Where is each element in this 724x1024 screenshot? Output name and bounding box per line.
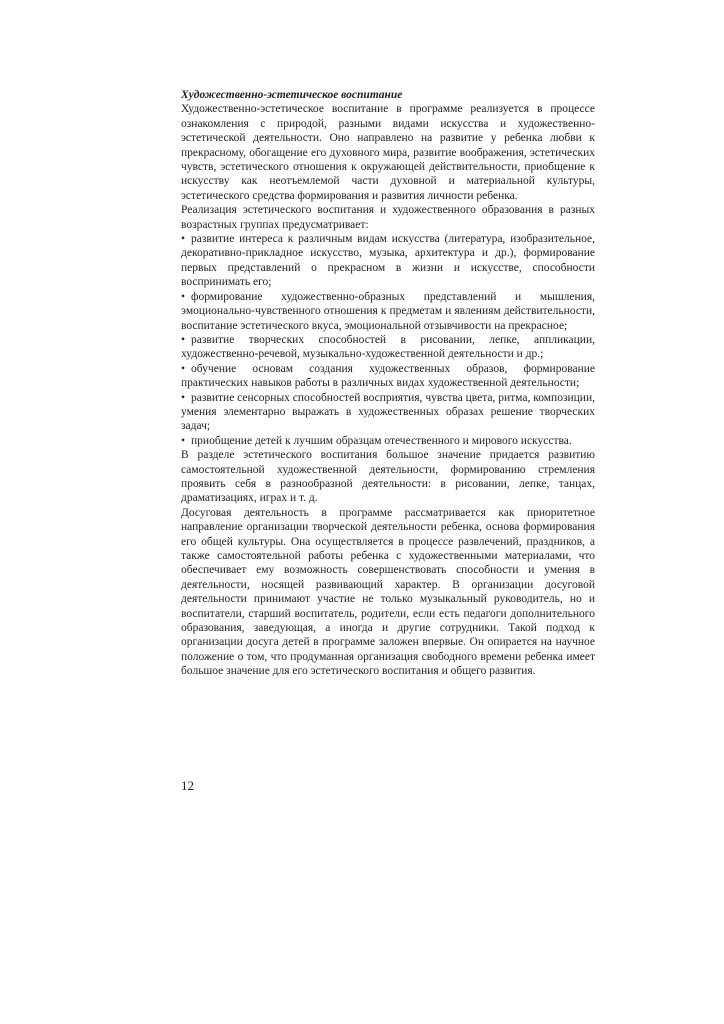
bullet-list	[181, 232, 595, 448]
list-item	[181, 333, 595, 362]
list-item	[181, 434, 595, 448]
bullet-mark: •	[181, 333, 186, 346]
list-item	[181, 290, 595, 333]
list-item-text: развитие интереса к различным видам искусства (литература, изобразительное, декоративно-прикладное искусство, музыка, архитектура и др.), формирование первых представлений о прекрасном в жизни и искусстве, способности воспринимать его;	[181, 233, 595, 289]
bullet-mark: •	[181, 362, 186, 375]
bullet-mark: •	[181, 290, 186, 303]
paragraph-intro: Художественно-эстетическое воспитание в программе реализуется в процессе ознакомления с природой, разными видами искусства и художественно-эстетической деятельности. Оно направлено на развитие у ребенка любви к прекрасному, обогащение его духовного мира, развитие воображения, эстетических чувств, эстетического отношения к окружающей действительности, приобщение к искусству как неотъемлемой части духовной и материальной культуры, эстетического средства формирования и развития личности ребенка.	[181, 103, 595, 202]
list-item	[181, 232, 595, 290]
list-item	[181, 391, 595, 434]
list-item-text: приобщение детей к лучшим образцам отечественного и мирового искусства.	[191, 434, 572, 447]
section-heading: Художественно-эстетическое воспитание	[181, 89, 403, 101]
bullet-mark: •	[181, 391, 186, 404]
list-item-text: развитие творческих способностей в рисовании, лепке, аппликации, художественно-речевой, музыкально-художественной деятельности и др.;	[181, 333, 595, 361]
list-item	[181, 362, 595, 391]
list-item-text: формирование художественно-образных представлений и мышления, эмоционально-чувственного отношения к предметам и явлениям действительности, воспитание эстетического вкуса, эмоциональной отзывчивости на прекрасное;	[181, 290, 595, 332]
bullet-mark: •	[181, 434, 186, 447]
paragraph-aesthetic-section: В разделе эстетического воспитания большое значение придается развитию самостоятельной художественной деятельности, формированию стремления проявить себя в разнообразной деятельности: в рисовании, лепке, танцах, драматизациях, играх и т. д.	[181, 449, 595, 505]
page-number: 12	[181, 778, 194, 793]
list-item-text: развитие сенсорных способностей восприятия, чувства цвета, ритма, композиции, умения элементарно выражать в художественных образах решение творческих задач;	[181, 391, 595, 433]
paragraph-leisure: Досуговая деятельность в программе рассматривается как приоритетное направление организации творческой деятельности ребенка, основа формирования его общей культуры. Она осуществляется в процессе развлечений, праздников, а также самостоятельной работы ребенка с художественными материалами, что обеспечивает ему возможность совершенствовать способности и умения в деятельности, носящей развивающий характер. В организации досуговой деятельности принимают участие не только музыкальный руководитель, но и воспитатели, старший воспитатель, родители, если есть педагоги дополнительного образования, заведующая, а иногда и другие сотрудники. Такой подход к организации досуга детей в программе заложен впервые. Он опирается на научное положение о том, что продуманная организация свободного времени ребенка имеет большое значение для его эстетического воспитания и общего развития.	[181, 506, 595, 678]
document-page	[181, 88, 595, 679]
list-item-text: обучение основам создания художественных образов, формирование практических навыков работы в различных видах художественной деятельности;	[181, 362, 595, 390]
paragraph-implementation: Реализация эстетического воспитания и художественного образования в разных возрастных группах предусматривает:	[181, 204, 595, 231]
bullet-mark: •	[181, 233, 186, 246]
